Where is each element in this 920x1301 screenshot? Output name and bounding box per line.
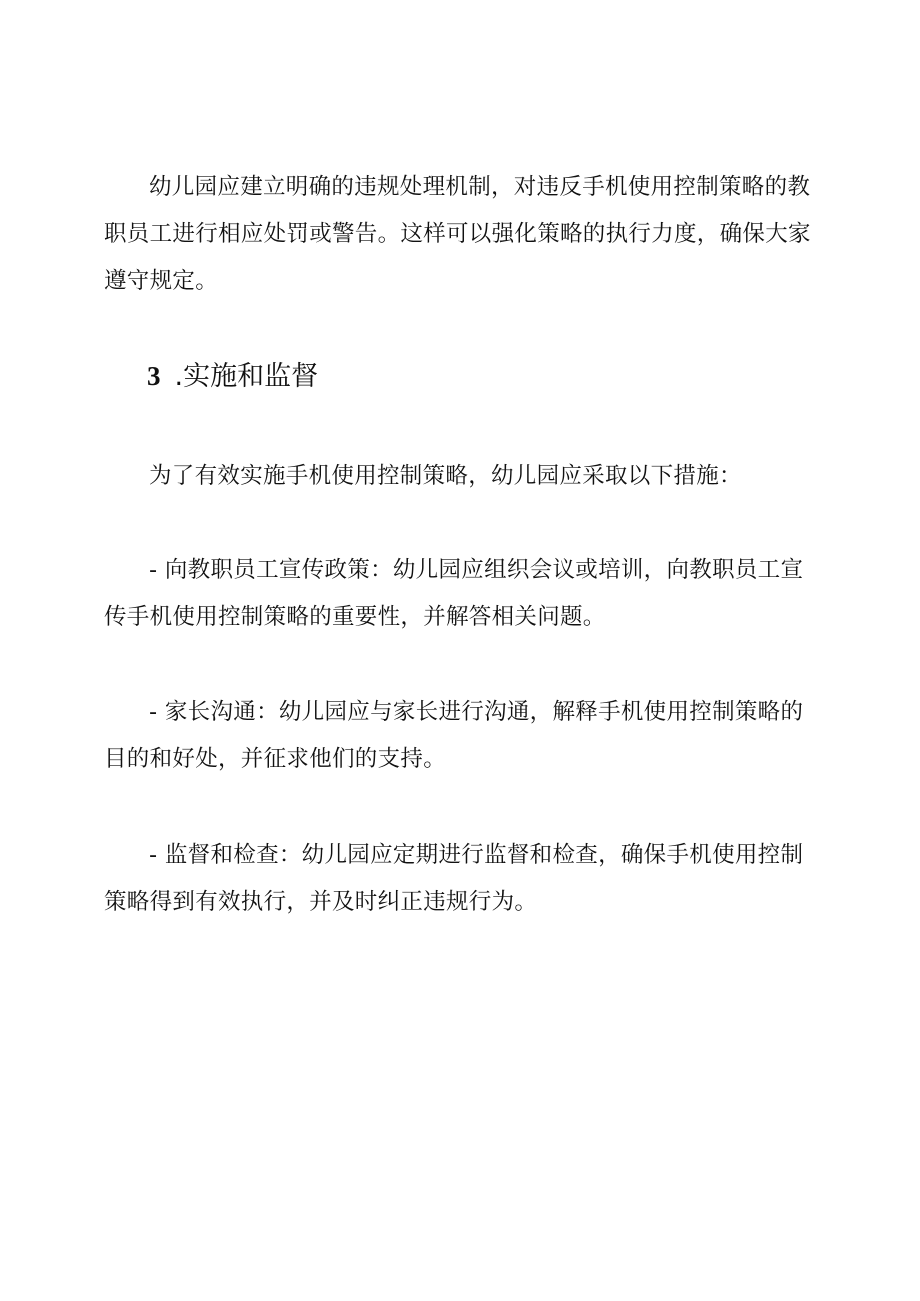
section-number: 3 [147, 361, 161, 391]
paragraph-measures-intro: 为了有效实施手机使用控制策略，幼儿园应采取以下措施： [149, 463, 742, 489]
section-title: .实施和监督 [174, 361, 319, 392]
section-heading [147, 356, 318, 397]
list-item-parent-communication: - 家长沟通：幼儿园应与家长进行沟通，解释手机使用控制策略的目的和好处，并征求他们的支持。 [104, 699, 804, 772]
paragraph-violation-handling: 幼儿园应建立明确的违规处理机制，对违反手机使用控制策略的教职员工进行相应处罚或警告。这样可以强化策略的执行力度，确保大家遵守规定。 [104, 174, 811, 294]
list-item-supervision-inspection: - 监督和检查：幼儿园应定期进行监督和检查，确保手机使用控制策略得到有效执行，并及时纠正违规行为。 [104, 842, 804, 915]
list-item-staff-promotion: - 向教职员工宣传政策：幼儿园应组织会议或培训，向教职员工宣传手机使用控制策略的重要性，并解答相关问题。 [104, 557, 804, 630]
